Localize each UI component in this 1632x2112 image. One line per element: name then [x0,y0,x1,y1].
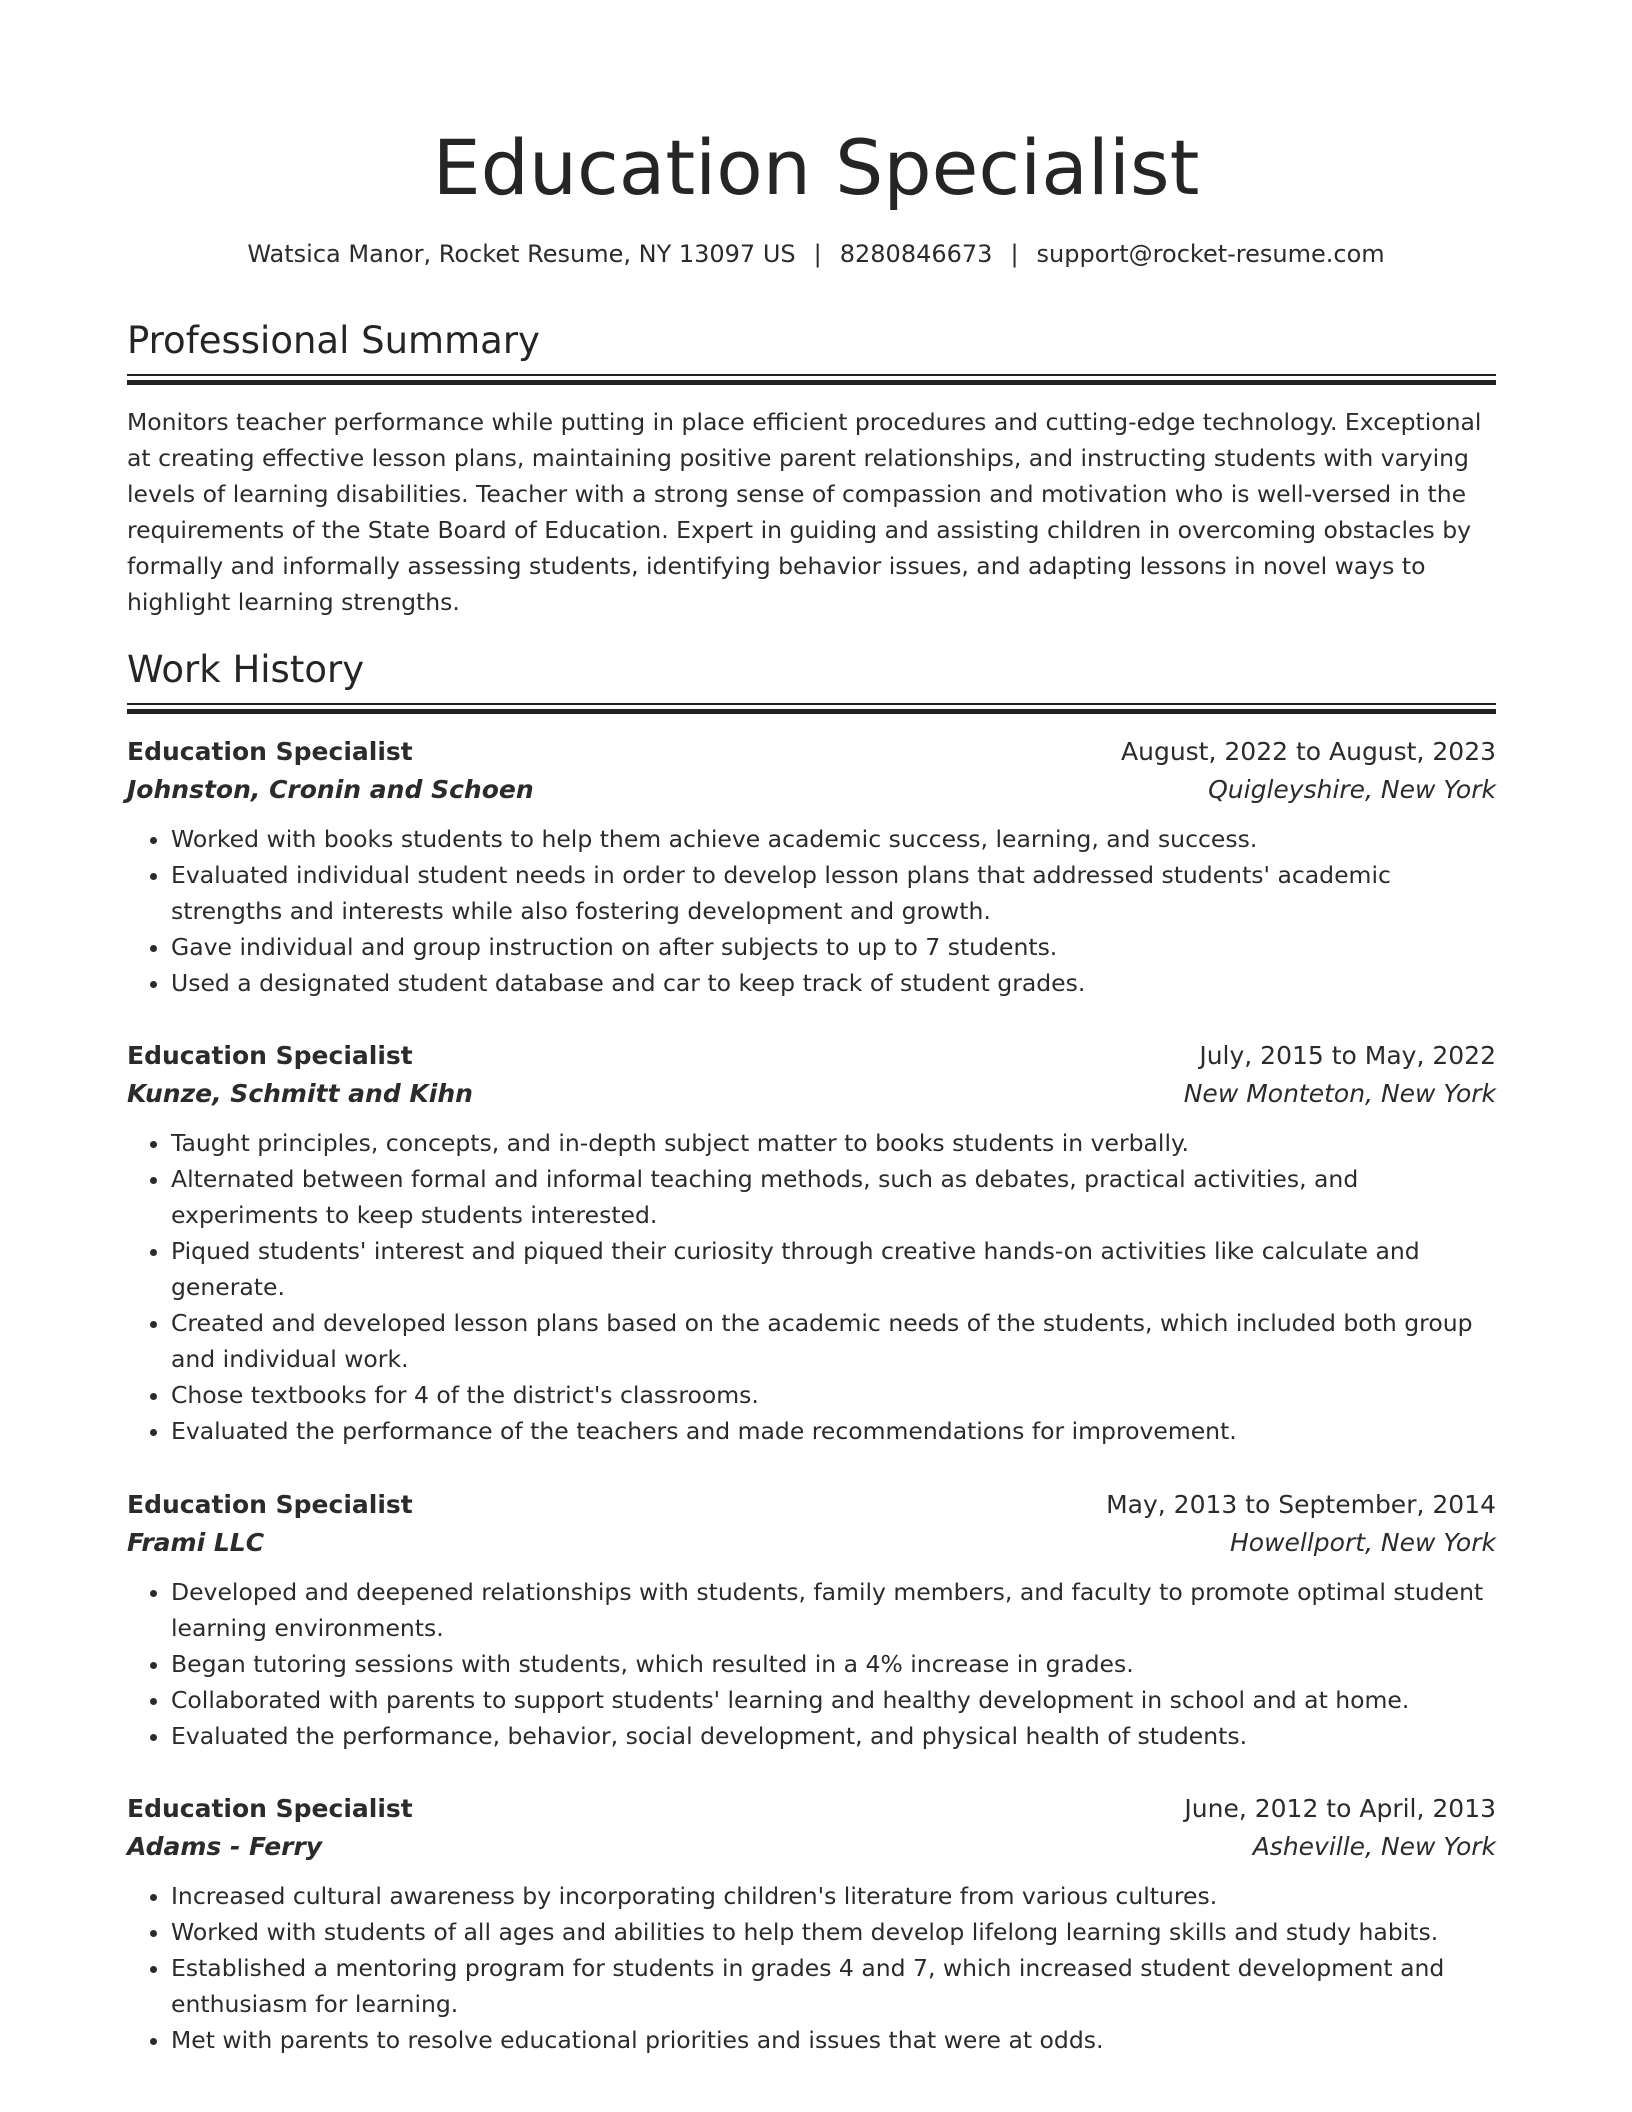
job-title: Education Specialist [127,1041,413,1070]
job-dates: May, 2013 to September, 2014 [1106,1490,1496,1519]
job-bullet: • Taught principles, concepts, and in-depth subject matter to books students in verbally. [171,1125,1496,1161]
job-header-row [127,733,1496,771]
contact-line [0,236,1632,272]
job-bullet: • Worked with students of all ages and abilities to help them develop lifelong learning skills and study habits. [171,1914,1496,1950]
divider-thick-line [127,380,1496,385]
job-bullet: • Used a designated student database and car to keep track of student grades. [171,965,1496,1001]
job-bullet-list [127,821,1496,1001]
job-employer-row [127,771,1496,809]
job-bullet-list [127,1574,1496,1754]
job-bullet: • Evaluated the performance of the teachers and made recommendations for improvement. [171,1413,1496,1449]
job-entry [127,733,1496,1001]
contact-address: Watsica Manor, Rocket Resume, NY 13097 US [247,240,796,268]
job-employer-row [127,1075,1496,1113]
job-employer-row [127,1524,1496,1562]
job-title: Education Specialist [127,1490,413,1519]
job-bullet-list [127,1125,1496,1449]
resume-name: Education Specialist [432,123,1200,212]
job-bullet-list [127,1878,1496,2058]
job-entry [127,1486,1496,1754]
job-dates: July, 2015 to May, 2022 [1199,1041,1496,1070]
job-header-row [127,1486,1496,1524]
job-bullet: • Worked with books students to help them achieve academic success, learning, and success. [171,821,1496,857]
job-header-row [127,1790,1496,1828]
job-location: Quigleyshire, New York [1208,775,1496,804]
job-dates: August, 2022 to August, 2023 [1121,737,1496,766]
contact-separator: | [1010,240,1019,268]
job-location: New Monteton, New York [1183,1079,1496,1108]
job-bullet: • Gave individual and group instruction on after subjects to up to 7 students. [171,929,1496,965]
section-title-summary: Professional Summary [127,319,540,362]
summary-paragraph: Monitors teacher performance while putting in place efficient procedures and cutting-edge technology. Exceptional at creating effective lesson plans, maintaining positive parent relationships, and instructing students with varying levels of learning disabilities. Teacher with a strong sense of compassion and motivation who is well-versed in the requirements of the State Board of Education. Expert in guiding and assisting children in overcoming obstacles by formally and informally assessing students, identifying behavior issues, and adapting lessons in novel ways to highlight learning strengths. [127,408,1482,616]
job-bullet: • Evaluated the performance, behavior, social development, and physical health of students. [171,1718,1496,1754]
job-bullet: • Piqued students' interest and piqued their curiosity through creative hands-on activities like calculate and generate. [171,1233,1496,1305]
job-location: Howellport, New York [1229,1528,1496,1557]
section-title-work-history: Work History [127,648,365,691]
job-entry [127,1790,1496,2058]
job-employer: Adams - Ferry [127,1832,323,1861]
contact-separator: | [813,240,822,268]
job-dates: June, 2012 to April, 2013 [1184,1794,1496,1823]
job-entry [127,1037,1496,1449]
job-location: Asheville, New York [1252,1832,1496,1861]
job-employer: Kunze, Schmitt and Kihn [127,1079,473,1108]
job-title: Education Specialist [127,737,413,766]
job-bullet: • Met with parents to resolve educational priorities and issues that were at odds. [171,2022,1496,2058]
contact-email: support@rocket-resume.com [1036,240,1385,268]
contact-phone: 8280846673 [839,240,993,268]
job-bullet: • Increased cultural awareness by incorporating children's literature from various cultures. [171,1878,1496,1914]
job-bullet: • Evaluated individual student needs in order to develop lesson plans that addressed students' academic strengths and interests while also fostering development and growth. [171,857,1496,929]
section-divider [127,374,1496,386]
job-bullet: • Collaborated with parents to support students' learning and healthy development in school and at home. [171,1682,1496,1718]
job-bullet: • Developed and deepened relationships with students, family members, and faculty to promote optimal student learning environments. [171,1574,1496,1646]
job-bullet: • Chose textbooks for 4 of the district's classrooms. [171,1377,1496,1413]
divider-thick-line [127,709,1496,714]
job-employer-row [127,1828,1496,1866]
job-bullet: • Alternated between formal and informal teaching methods, such as debates, practical activities, and experiments to keep students interested. [171,1161,1496,1233]
job-header-row [127,1037,1496,1075]
job-bullet: • Began tutoring sessions with students, which resulted in a 4% increase in grades. [171,1646,1496,1682]
job-bullet: • Created and developed lesson plans based on the academic needs of the students, which included both group and individual work. [171,1305,1496,1377]
section-divider [127,703,1496,715]
job-employer: Frami LLC [127,1528,265,1557]
job-title: Education Specialist [127,1794,413,1823]
divider-thin-line [127,374,1496,376]
job-bullet: • Established a mentoring program for students in grades 4 and 7, which increased student development and enthusiasm for learning. [171,1950,1496,2022]
job-employer: Johnston, Cronin and Schoen [127,775,534,804]
divider-thin-line [127,703,1496,705]
